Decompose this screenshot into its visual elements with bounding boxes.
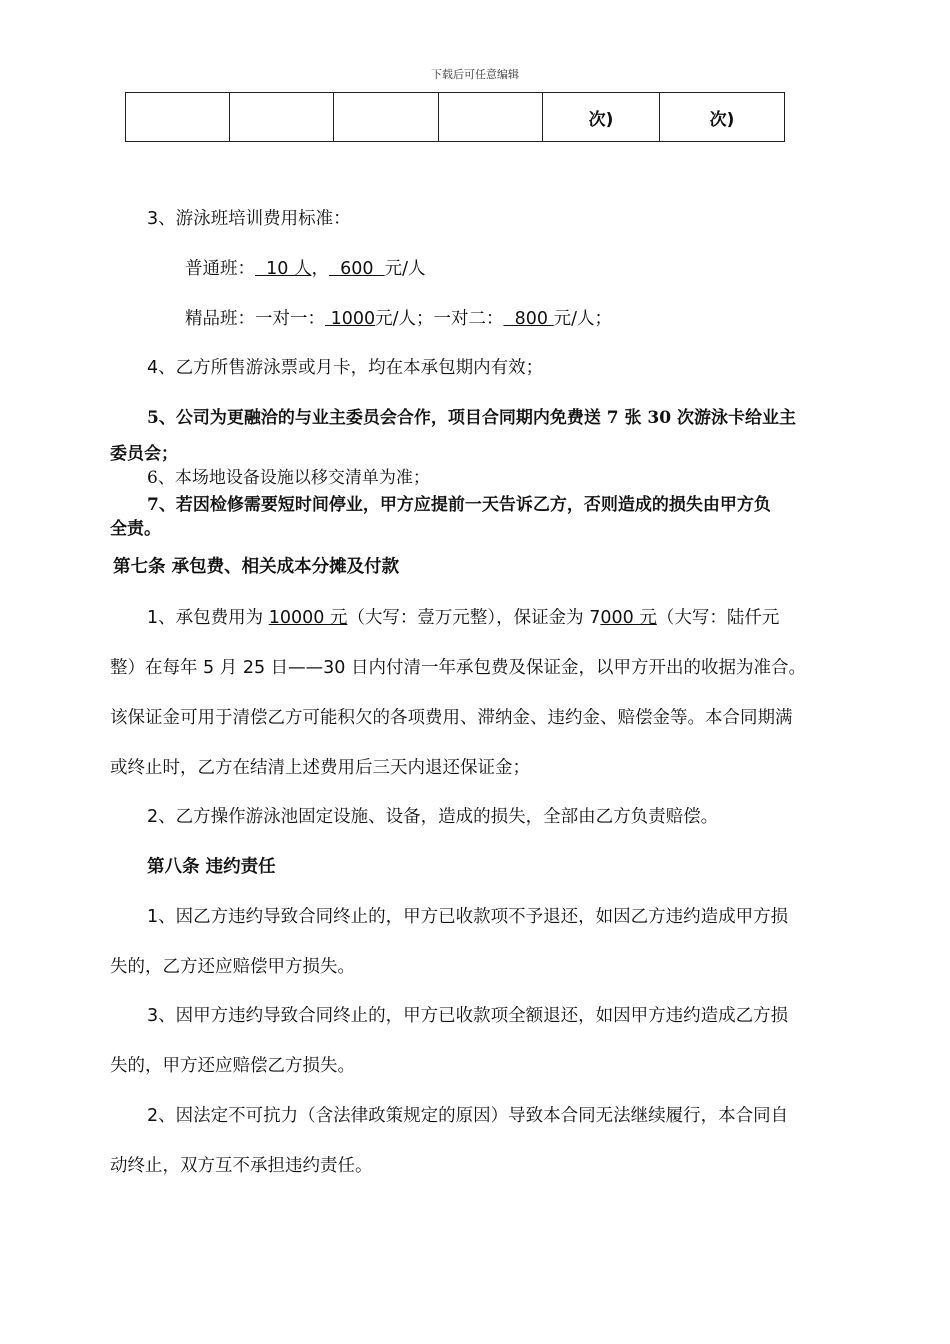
article-7-p1-line4: 或终止时，乙方在结清上述费用后三天内退还保证金； — [110, 758, 530, 778]
clause-4: 4、乙方所售游泳票或月卡，均在本承包期内有效； — [147, 358, 544, 378]
table-cell — [230, 93, 334, 142]
normal-class-count: 10 人 — [255, 259, 312, 279]
page-header-watermark: 下载后可任意编辑 — [431, 68, 519, 81]
table-cell: 次) — [660, 93, 785, 142]
article-8-p1-line2: 失的，乙方还应赔偿甲方损失。 — [110, 957, 355, 977]
premium-class-label: 精品班：一对一： — [185, 309, 325, 329]
deposit-amount: 000 元 — [600, 608, 657, 628]
table-cell — [439, 93, 543, 142]
text-segment: （大写：壹万元整），保证金为 7 — [347, 608, 601, 628]
table-cell — [334, 93, 439, 142]
clause-7-line1: 7、若因检修需要短时间停业，甲方应提前一天告诉乙方，否则造成的损失由甲方负 — [147, 495, 771, 515]
article-8-p2-line2: 动终止，双方互不承担违约责任。 — [110, 1156, 373, 1176]
article-8-p3-line1: 3、因甲方违约导致合同终止的，甲方已收款项全额退还，如因甲方违约造成乙方损 — [147, 1006, 789, 1026]
normal-class-unit: 元/人 — [384, 259, 426, 279]
premium-two-unit: 元/人； — [553, 309, 613, 329]
article-8-title: 第八条 违约责任 — [147, 857, 276, 877]
table-cell: 次) — [543, 93, 660, 142]
article-8-p3-line2: 失的，甲方还应赔偿乙方损失。 — [110, 1056, 355, 1076]
premium-two-price: 800 — [503, 309, 554, 329]
table-cell — [126, 93, 230, 142]
pricing-table-fragment — [125, 92, 785, 142]
article-8-p2-line1: 2、因法定不可抗力（含法律政策规定的原因）导致本合同无法继续履行，本合同自 — [147, 1106, 789, 1126]
text-segment: 1、承包费用为 — [147, 608, 269, 628]
normal-class-separator: ， — [311, 259, 329, 279]
article-7-p1-line3: 该保证金可用于清偿乙方可能积欠的各项费用、滞纳金、违约金、赔偿金等。本合同期满 — [110, 708, 793, 728]
article-7-p2: 2、乙方操作游泳池固定设施、设备，造成的损失，全部由乙方负责赔偿。 — [147, 807, 719, 827]
article-7-title: 第七条 承包费、相关成本分摊及付款 — [113, 557, 400, 577]
article-7-p1-line2: 整）在每年 5 月 25 日——30 日内付清一年承包费及保证金，以甲方开出的收据为准合。 — [110, 658, 806, 678]
text-segment: （大写：陆仟元 — [656, 608, 780, 628]
premium-one-price: 1000 — [325, 309, 376, 329]
clause-3-title: 3、游泳班培训费用标准： — [147, 209, 351, 229]
table-row — [126, 93, 785, 142]
normal-class-line — [185, 258, 937, 280]
premium-class-line — [185, 308, 937, 330]
normal-class-price: 600 — [328, 259, 385, 279]
clause-7-line2: 全责。 — [110, 519, 161, 539]
article-8-p1-line1: 1、因乙方违约导致合同终止的，甲方已收款项不予退还，如因乙方违约造成甲方损 — [147, 907, 789, 927]
premium-one-unit: 元/人；一对二： — [375, 309, 504, 329]
article-7-p1-line1 — [147, 607, 899, 629]
clause-6: 6、本场地设备设施以移交清单为准； — [147, 468, 430, 488]
contract-fee-amount: 10000 元 — [268, 608, 348, 628]
normal-class-label: 普通班： — [185, 259, 255, 279]
clause-5-line1: 5、公司为更融洽的与业主委员会合作，项目合同期内免费送 7 张 30 次游泳卡给业主 — [147, 408, 796, 428]
clause-5-line2: 委员会； — [110, 444, 178, 464]
